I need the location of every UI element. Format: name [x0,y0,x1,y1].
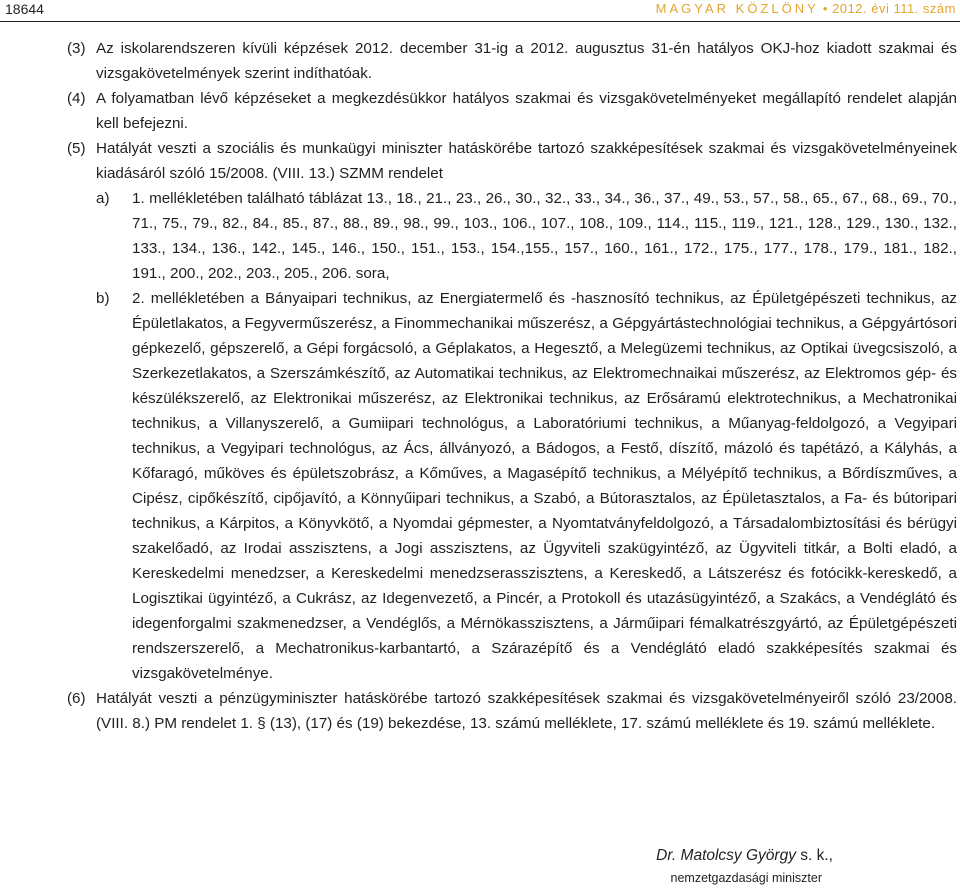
subitem-b [96,286,957,686]
signature-line [656,846,833,866]
issue-number: • 2012. évi 111. szám [822,1,956,16]
page-number: 18644 [5,1,44,17]
subitem-text: 1. mellékletében található táblázat 13., 18., 21., 23., 26., 30., 32., 33., 34., 36., 37., 49., 53., 57., 58., 65., 67., 68., 69., 70., 71., 75., 79., 82., 84., 85., 87., 88., 89., 98., 99., 103., 106., 107., 108., 109., 114., 115., 119., 121., 128., 129., 130., 132., 133., 134., 136., 142., 145., 146., 150., 151., 153., 154.,155., 157., 160., 161., 172., 175., 177., 178., 179., 181., 182., 191., 200., 202., 203., 205., 206. sora, [132,190,957,282]
subitem-list [96,186,957,686]
signatory-title: nemzetgazdasági miniszter [670,871,822,885]
paragraph-4 [67,86,957,136]
paragraph-number: (3) [67,40,86,57]
header-rule [0,21,960,22]
paragraph-text: A folyamatban lévő képzéseket a megkezdésükkor hatályos szakmai és vizsgakövetelményeket megállapító rendelet alapján kell befejezni. [96,90,957,132]
document-body [67,36,957,736]
paragraph-text: Hatályát veszti a szociális és munkaügyi miniszter hatáskörébe tartozó szakképesítések szakmai és vizsgakövetelményeinek kiadásáról szóló 15/2008. (VIII. 13.) SZMM rendelet [96,140,957,182]
subitem-a [96,186,957,286]
paragraph-6 [67,686,957,736]
signatory-name: Dr. Matolcsy György [656,847,796,864]
paragraph-5 [67,136,957,186]
subitem-letter: b) [96,290,110,307]
journal-name: MAGYAR KÖZLÖNY [655,1,819,16]
subitem-text: 2. mellékletében a Bányaipari technikus, az Energiatermelő és -hasznosító technikus, az Épületgépészeti technikus, az Épületlakatos, a Fegyverműszerész, a Finommechanikai műszerész, a Gépgyártástechnológiai technikus, a Gépgyártósori gépkezelő, gépszerelő, a Gépi forgácsoló, a Géplakatos, a Hegesztő, a Melegüzemi technikus, az Optikai üvegcsiszoló, a Szerkezetlakatos, a Szerszámkészítő, az Automatikai technikus, az Elektromechnaikai műszerész, az Elektromos gép- és készülékszerelő, az Elektronikai műszerész, az Elektronikai technikus, az Erősáramú elektrotechnikus, a Mechatronikai technikus, a Villanyszerelő, a Gumiipari technológus, a Laboratóriumi technikus, a Műanyag-feldolgozó, a Vegyipari technikus, a Vegyipari technológus, az Ács, állványozó, a Bádogos, a Festő, díszítő, mázoló és tapétázó, a Kályhás, a Kőfaragó, műköves és épületszobrász, a Kőműves, a Magasépítő technikus, a Mélyépítő technikus, a Bőrdíszműves, a Cipész, cipőkészítő, cipőjavító, a Könnyűipari technikus, a Szabó, a Bútorasztalos, az Épületasztalos, a Fa- és bútoripari technikus, a Kárpitos, a Könyvkötő, a Nyomdai gépmester, a Nyomtatványfeldolgozó, a Társadalombiztosítási és bérügyi szakelőadó, az Irodai asszisztens, a Jogi asszisztens, az Ügyviteli szakügyintéző, az Ügyviteli titkár, a Bolti eladó, a Kereskedelmi menedzser, a Kereskedelmi menedzserasszisztens, a Kereskedő, a Látszerész és fotócikk-kereskedő, a Logisztikai ügyintéző, a Cukrász, az Idegenvezető, a Pincér, a Protokoll és utazásügyintéző, a Szakács, a Vendéglátó és idegenforgalmi szakmenedzser, a Vendéglős, a Mérnökasszisztens, a Járműipari fémalkatrészgyártó, az Épületgépészeti rendszerszerelő, a Mechatronikus-karbantartó, a Szárazépítő és a Vendéglátó eladó szakképesítés szakmai és vizsgakövetelménye. [132,290,957,682]
paragraph-number: (6) [67,690,86,707]
subitem-letter: a) [96,190,110,207]
paragraph-number: (4) [67,90,86,107]
paragraph-number: (5) [67,140,86,157]
signatory-rank: s. k., [800,847,833,864]
paragraph-3 [67,36,957,86]
paragraph-text: Az iskolarendszeren kívüli képzések 2012. december 31-ig a 2012. augusztus 31-én hatályos OKJ-hoz kiadott szakmai és vizsgakövetelmények szerint indíthatóak. [96,40,957,82]
journal-title [656,0,956,18]
paragraph-text: Hatályát veszti a pénzügyminiszter hatáskörébe tartozó szakképesítések szakmai és vizsgakövetelményeiről szóló 23/2008. (VIII. 8.) PM rendelet 1. § (13), (17) és (19) bekezdése, 13. számú melléklete, 17. számú melléklete és 19. számú melléklete. [96,690,957,732]
page-header [0,0,960,22]
